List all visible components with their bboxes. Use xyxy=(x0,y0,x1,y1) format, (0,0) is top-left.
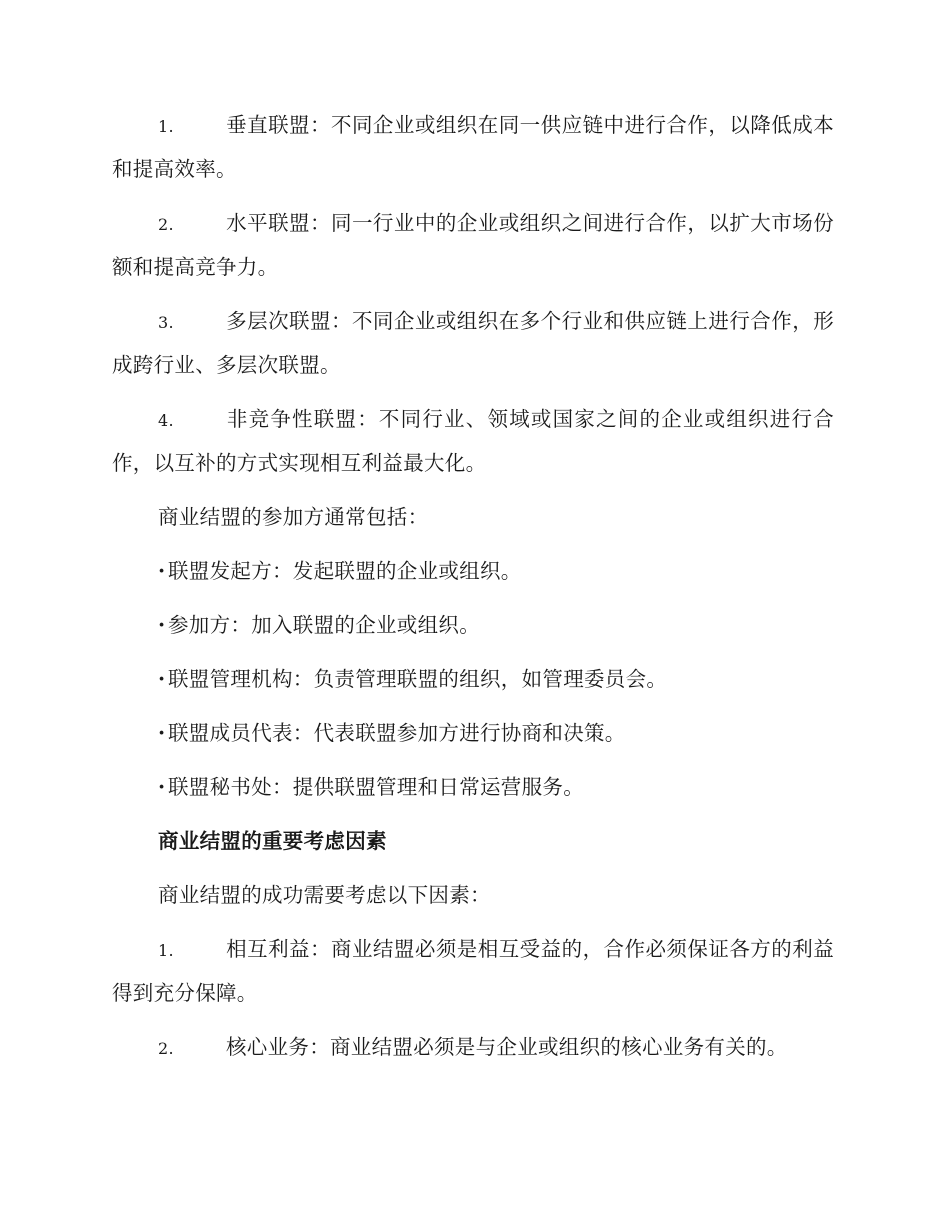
item-number: 4. xyxy=(158,411,174,430)
bullet-text: 参加方：加入联盟的企业或组织。 xyxy=(168,613,480,637)
bullet-dot-icon: · xyxy=(158,559,166,583)
item-text: 非竞争性联盟：不同行业、领域或国家之间的企业或组织进行合作，以互补的方式实现相互利益最大化。 xyxy=(112,407,834,475)
item-text: 核心业务：商业结盟必须是与企业或组织的核心业务有关的。 xyxy=(226,1035,788,1059)
alliance-type-item-4 xyxy=(112,398,834,485)
item-number: 2. xyxy=(158,215,174,234)
alliance-type-item-1 xyxy=(112,104,834,191)
bullet-dot-icon: · xyxy=(158,721,166,745)
item-number: 1. xyxy=(158,941,174,960)
bullet-dot-icon: · xyxy=(158,667,166,691)
participant-bullet-1 xyxy=(112,550,834,593)
bullet-dot-icon: · xyxy=(158,613,166,637)
participant-bullet-2 xyxy=(112,604,834,647)
participant-bullet-3 xyxy=(112,658,834,701)
section-heading: 商业结盟的重要考虑因素 xyxy=(158,829,387,853)
item-number: 3. xyxy=(158,313,174,332)
item-text: 垂直联盟：不同企业或组织在同一供应链中进行合作，以降低成本和提高效率。 xyxy=(112,113,834,181)
factor-item-1 xyxy=(112,928,834,1015)
alliance-type-item-3 xyxy=(112,300,834,387)
bullet-text: 联盟秘书处：提供联盟管理和日常运营服务。 xyxy=(168,775,584,799)
participants-intro: 商业结盟的参加方通常包括： xyxy=(158,505,429,529)
item-number: 2. xyxy=(158,1039,174,1058)
item-text: 多层次联盟：不同企业或组织在多个行业和供应链上进行合作，形成跨行业、多层次联盟。 xyxy=(112,309,834,377)
participant-bullet-5 xyxy=(112,766,834,809)
item-text: 水平联盟：同一行业中的企业或组织之间进行合作，以扩大市场份额和提高竞争力。 xyxy=(112,211,834,279)
item-text: 相互利益：商业结盟必须是相互受益的，合作必须保证各方的利益得到充分保障。 xyxy=(112,937,834,1005)
participant-bullet-4 xyxy=(112,712,834,755)
bullet-text: 联盟管理机构：负责管理联盟的组织，如管理委员会。 xyxy=(168,667,668,691)
item-number: 1. xyxy=(158,117,174,136)
alliance-type-item-2 xyxy=(112,202,834,289)
factors-intro: 商业结盟的成功需要考虑以下因素： xyxy=(158,883,491,907)
bullet-text: 联盟发起方：发起联盟的企业或组织。 xyxy=(168,559,522,583)
document-body xyxy=(112,104,834,1081)
bullet-text: 联盟成员代表：代表联盟参加方进行协商和决策。 xyxy=(168,721,626,745)
factor-item-2 xyxy=(112,1026,834,1070)
bullet-dot-icon: · xyxy=(158,775,166,799)
